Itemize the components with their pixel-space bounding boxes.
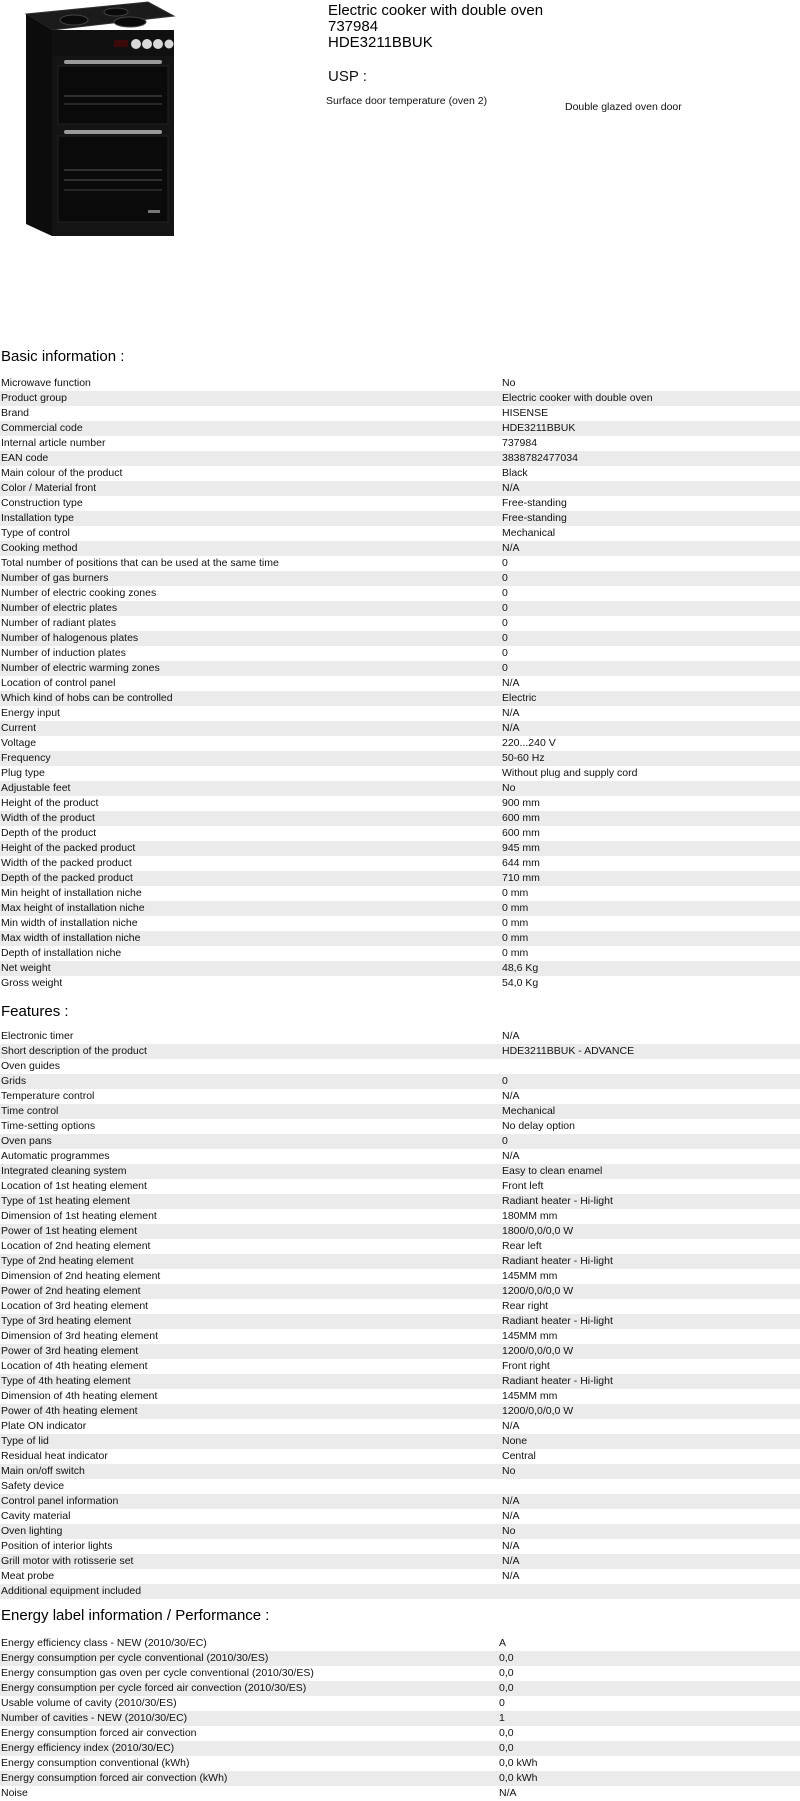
table-row bbox=[0, 556, 800, 571]
row-value: 0 mm bbox=[502, 887, 529, 899]
row-value: 0 bbox=[502, 557, 508, 569]
row-label: Microwave function bbox=[1, 377, 91, 389]
row-value: 0,0 bbox=[499, 1682, 514, 1694]
row-label: Energy consumption per cycle conventional (2010/30/ES) bbox=[1, 1652, 269, 1664]
row-value: Rear right bbox=[502, 1300, 549, 1312]
table-row bbox=[0, 931, 800, 946]
table-row bbox=[0, 1134, 800, 1149]
row-label: Grill motor with rotisserie set bbox=[1, 1555, 134, 1567]
row-label: Dimension of 2nd heating element bbox=[1, 1270, 161, 1282]
row-value: Free-standing bbox=[502, 512, 567, 524]
table-row bbox=[0, 646, 800, 661]
row-label: Adjustable feet bbox=[1, 782, 71, 794]
row-label: Frequency bbox=[1, 752, 51, 764]
table-row bbox=[0, 751, 800, 766]
row-label: Main on/off switch bbox=[1, 1465, 85, 1477]
table-row bbox=[0, 1651, 800, 1666]
table-row bbox=[0, 451, 800, 466]
table-row bbox=[0, 691, 800, 706]
row-value: Radiant heater - Hi-light bbox=[502, 1375, 613, 1387]
table-row bbox=[0, 631, 800, 646]
row-value: 1 bbox=[499, 1712, 505, 1724]
product-group-title: Electric cooker with double oven bbox=[328, 2, 544, 19]
row-value: N/A bbox=[502, 1420, 520, 1432]
row-value: Central bbox=[502, 1450, 536, 1462]
table-row bbox=[0, 901, 800, 916]
table-row bbox=[0, 1239, 800, 1254]
table-row bbox=[0, 1464, 800, 1479]
row-label: Oven pans bbox=[1, 1135, 52, 1147]
row-value: Radiant heater - Hi-light bbox=[502, 1195, 613, 1207]
row-value: N/A bbox=[502, 1510, 520, 1522]
row-value: N/A bbox=[502, 707, 520, 719]
row-value: 900 mm bbox=[502, 797, 540, 809]
row-label: Which kind of hobs can be controlled bbox=[1, 692, 173, 704]
energy-label-table bbox=[0, 1636, 800, 1801]
row-value: N/A bbox=[502, 542, 520, 554]
table-row bbox=[0, 946, 800, 961]
row-label: Energy consumption conventional (kWh) bbox=[1, 1757, 190, 1769]
features-table bbox=[0, 1029, 800, 1599]
row-label: Temperature control bbox=[1, 1090, 95, 1102]
row-label: Energy efficiency class - NEW (2010/30/EC) bbox=[1, 1637, 207, 1649]
row-value: N/A bbox=[502, 1495, 520, 1507]
row-value: N/A bbox=[502, 677, 520, 689]
table-row bbox=[0, 1756, 800, 1771]
row-value: Without plug and supply cord bbox=[502, 767, 638, 779]
row-value: 0 bbox=[502, 632, 508, 644]
row-value: N/A bbox=[502, 1090, 520, 1102]
row-value: 0,0 bbox=[499, 1667, 514, 1679]
table-row bbox=[0, 1539, 800, 1554]
row-value: 945 mm bbox=[502, 842, 540, 854]
table-row bbox=[0, 1299, 800, 1314]
row-label: Number of radiant plates bbox=[1, 617, 116, 629]
row-value: N/A bbox=[502, 482, 520, 494]
cooker-icon bbox=[18, 0, 178, 240]
row-value: 0 mm bbox=[502, 917, 529, 929]
row-label: Safety device bbox=[1, 1480, 65, 1492]
row-label: Location of 4th heating element bbox=[1, 1360, 148, 1372]
row-label: Max width of installation niche bbox=[1, 932, 141, 944]
table-row bbox=[0, 1741, 800, 1756]
table-row bbox=[0, 1389, 800, 1404]
row-label: Total number of positions that can be used at the same time bbox=[1, 557, 279, 569]
row-value: 0,0 bbox=[499, 1652, 514, 1664]
table-row bbox=[0, 1494, 800, 1509]
row-value: 1800/0,0/0,0 W bbox=[502, 1225, 574, 1237]
row-label: Power of 2nd heating element bbox=[1, 1285, 141, 1297]
row-value: 0 mm bbox=[502, 932, 529, 944]
row-label: Main colour of the product bbox=[1, 467, 123, 479]
row-value: 145MM mm bbox=[502, 1390, 558, 1402]
table-row bbox=[0, 1269, 800, 1284]
row-value: 145MM mm bbox=[502, 1330, 558, 1342]
row-label: Location of control panel bbox=[1, 677, 116, 689]
row-label: Location of 2nd heating element bbox=[1, 1240, 151, 1252]
row-label: Dimension of 4th heating element bbox=[1, 1390, 158, 1402]
row-value: 145MM mm bbox=[502, 1270, 558, 1282]
row-label: Energy consumption forced air convection (kWh) bbox=[1, 1772, 228, 1784]
row-value: 737984 bbox=[502, 437, 538, 449]
row-label: Plate ON indicator bbox=[1, 1420, 87, 1432]
row-label: Time control bbox=[1, 1105, 59, 1117]
row-label: Number of electric warming zones bbox=[1, 662, 160, 674]
row-value: None bbox=[502, 1435, 528, 1447]
row-value: 1200/0,0/0,0 W bbox=[502, 1285, 574, 1297]
row-value: Black bbox=[502, 467, 528, 479]
row-label: Number of electric cooking zones bbox=[1, 587, 157, 599]
row-value: 0,0 bbox=[499, 1727, 514, 1739]
table-row bbox=[0, 721, 800, 736]
row-label: Depth of the packed product bbox=[1, 872, 133, 884]
row-value: 1200/0,0/0,0 W bbox=[502, 1405, 574, 1417]
table-row bbox=[0, 1104, 800, 1119]
row-label: Type of 4th heating element bbox=[1, 1375, 131, 1387]
row-value: N/A bbox=[502, 1540, 520, 1552]
row-label: Number of halogenous plates bbox=[1, 632, 139, 644]
row-value: N/A bbox=[502, 1555, 520, 1567]
row-value: 0 bbox=[502, 617, 508, 629]
table-row bbox=[0, 1479, 800, 1494]
table-row bbox=[0, 1059, 800, 1074]
table-row bbox=[0, 1284, 800, 1299]
row-value: Electric bbox=[502, 692, 537, 704]
row-value: A bbox=[499, 1637, 507, 1649]
row-label: Dimension of 1st heating element bbox=[1, 1210, 157, 1222]
row-value: Front left bbox=[502, 1180, 544, 1192]
row-label: Internal article number bbox=[1, 437, 106, 449]
commercial-code: HDE3211BBUK bbox=[328, 34, 433, 51]
table-row bbox=[0, 781, 800, 796]
table-row bbox=[0, 1554, 800, 1569]
row-value: 0,0 kWh bbox=[499, 1772, 538, 1784]
table-row bbox=[0, 1374, 800, 1389]
row-label: Meat probe bbox=[1, 1570, 55, 1582]
table-row bbox=[0, 1449, 800, 1464]
row-label: Energy efficiency index (2010/30/EC) bbox=[1, 1742, 175, 1754]
row-value: Radiant heater - Hi-light bbox=[502, 1315, 613, 1327]
row-value: N/A bbox=[499, 1787, 517, 1799]
usp-item: Double glazed oven door bbox=[565, 101, 682, 113]
table-row bbox=[0, 1666, 800, 1681]
row-label: Number of electric plates bbox=[1, 602, 118, 614]
row-label: Time-setting options bbox=[1, 1120, 96, 1132]
row-value: 0,0 kWh bbox=[499, 1757, 538, 1769]
table-row bbox=[0, 1314, 800, 1329]
table-row bbox=[0, 1696, 800, 1711]
row-label: Current bbox=[1, 722, 37, 734]
row-label: Additional equipment included bbox=[1, 1585, 142, 1597]
row-label: Automatic programmes bbox=[1, 1150, 110, 1162]
row-label: Net weight bbox=[1, 962, 51, 974]
table-row bbox=[0, 1119, 800, 1134]
row-label: EAN code bbox=[1, 452, 49, 464]
table-row bbox=[0, 916, 800, 931]
row-label: Type of control bbox=[1, 527, 70, 539]
table-row bbox=[0, 1681, 800, 1696]
row-label: Number of induction plates bbox=[1, 647, 126, 659]
row-value: 0,0 bbox=[499, 1742, 514, 1754]
product-image bbox=[18, 0, 178, 240]
row-value: 0 bbox=[502, 1135, 508, 1147]
table-row bbox=[0, 841, 800, 856]
row-value: 0 bbox=[502, 1075, 508, 1087]
table-row bbox=[0, 1359, 800, 1374]
row-value: HDE3211BBUK - ADVANCE bbox=[502, 1045, 635, 1057]
row-label: Type of 1st heating element bbox=[1, 1195, 130, 1207]
row-value: 54,0 Kg bbox=[502, 977, 539, 989]
row-label: Control panel information bbox=[1, 1495, 119, 1507]
row-label: Energy consumption gas oven per cycle conventional (2010/30/ES) bbox=[1, 1667, 314, 1679]
product-header bbox=[328, 3, 543, 51]
row-label: Color / Material front bbox=[1, 482, 97, 494]
article-number: 737984 bbox=[328, 18, 379, 35]
row-value: 600 mm bbox=[502, 827, 540, 839]
row-label: Construction type bbox=[1, 497, 83, 509]
row-value: No bbox=[502, 377, 516, 389]
row-value: 220...240 V bbox=[502, 737, 556, 749]
table-row bbox=[0, 1434, 800, 1449]
table-row bbox=[0, 391, 800, 406]
table-row bbox=[0, 1074, 800, 1089]
row-value: N/A bbox=[502, 722, 520, 734]
table-row bbox=[0, 406, 800, 421]
table-row bbox=[0, 376, 800, 391]
row-label: Type of 2nd heating element bbox=[1, 1255, 134, 1267]
row-label: Energy consumption forced air convection bbox=[1, 1727, 197, 1739]
row-value: HDE3211BBUK bbox=[502, 422, 576, 434]
row-label: Product group bbox=[1, 392, 67, 404]
table-row bbox=[0, 511, 800, 526]
row-value: Electric cooker with double oven bbox=[502, 392, 653, 404]
row-label: Width of the product bbox=[1, 812, 95, 824]
table-row bbox=[0, 766, 800, 781]
row-value: 48,6 Kg bbox=[502, 962, 539, 974]
row-value: N/A bbox=[502, 1150, 520, 1162]
table-row bbox=[0, 1726, 800, 1741]
row-value: No bbox=[502, 1465, 516, 1477]
table-row bbox=[0, 1329, 800, 1344]
row-label: Usable volume of cavity (2010/30/ES) bbox=[1, 1697, 177, 1709]
table-row bbox=[0, 1584, 800, 1599]
row-label: Oven guides bbox=[1, 1060, 60, 1072]
table-row bbox=[0, 1404, 800, 1419]
row-label: Gross weight bbox=[1, 977, 63, 989]
usp-item: Surface door temperature (oven 2) bbox=[326, 95, 488, 107]
row-value: 180MM mm bbox=[502, 1210, 558, 1222]
table-row bbox=[0, 1524, 800, 1539]
row-label: Power of 1st heating element bbox=[1, 1225, 137, 1237]
row-value: 0 bbox=[499, 1697, 505, 1709]
row-label: Power of 3rd heating element bbox=[1, 1345, 139, 1357]
row-label: Number of cavities - NEW (2010/30/EC) bbox=[1, 1712, 188, 1724]
row-label: Energy input bbox=[1, 707, 60, 719]
row-label: Commercial code bbox=[1, 422, 83, 434]
row-value: 0 bbox=[502, 647, 508, 659]
table-row bbox=[0, 1344, 800, 1359]
table-row bbox=[0, 481, 800, 496]
row-value: 600 mm bbox=[502, 812, 540, 824]
row-value: 3838782477034 bbox=[502, 452, 578, 464]
table-row bbox=[0, 811, 800, 826]
table-row bbox=[0, 1164, 800, 1179]
row-value: N/A bbox=[502, 1030, 520, 1042]
table-row bbox=[0, 976, 800, 991]
table-row bbox=[0, 1786, 800, 1801]
row-label: Plug type bbox=[1, 767, 45, 779]
table-row bbox=[0, 616, 800, 631]
row-label: Type of 3rd heating element bbox=[1, 1315, 132, 1327]
row-label: Grids bbox=[1, 1075, 27, 1087]
table-row bbox=[0, 436, 800, 451]
row-label: Min width of installation niche bbox=[1, 917, 138, 929]
table-row bbox=[0, 826, 800, 841]
row-value: 0 mm bbox=[502, 947, 529, 959]
section-title-basic-information: Basic information : bbox=[1, 348, 125, 365]
row-label: Location of 3rd heating element bbox=[1, 1300, 149, 1312]
row-label: Installation type bbox=[1, 512, 74, 524]
row-value: No bbox=[502, 782, 516, 794]
table-row bbox=[0, 1771, 800, 1786]
row-label: Oven lighting bbox=[1, 1525, 63, 1537]
row-label: Dimension of 3rd heating element bbox=[1, 1330, 159, 1342]
row-value: Easy to clean enamel bbox=[502, 1165, 603, 1177]
row-label: Cooking method bbox=[1, 542, 78, 554]
row-value: Rear left bbox=[502, 1240, 542, 1252]
row-label: Position of interior lights bbox=[1, 1540, 113, 1552]
table-row bbox=[0, 466, 800, 481]
table-row bbox=[0, 796, 800, 811]
row-label: Residual heat indicator bbox=[1, 1450, 108, 1462]
row-value: Mechanical bbox=[502, 1105, 556, 1117]
table-row bbox=[0, 571, 800, 586]
row-label: Depth of installation niche bbox=[1, 947, 122, 959]
row-label: Max height of installation niche bbox=[1, 902, 145, 914]
table-row bbox=[0, 1636, 800, 1651]
table-row bbox=[0, 601, 800, 616]
row-value: 1200/0,0/0,0 W bbox=[502, 1345, 574, 1357]
row-label: Height of the product bbox=[1, 797, 99, 809]
table-row bbox=[0, 1711, 800, 1726]
table-row bbox=[0, 1569, 800, 1584]
table-row bbox=[0, 1149, 800, 1164]
table-row bbox=[0, 706, 800, 721]
row-label: Number of gas burners bbox=[1, 572, 109, 584]
row-label: Cavity material bbox=[1, 1510, 71, 1522]
row-label: Height of the packed product bbox=[1, 842, 136, 854]
row-value: HISENSE bbox=[502, 407, 549, 419]
row-label: Type of lid bbox=[1, 1435, 49, 1447]
table-row bbox=[0, 541, 800, 556]
table-row bbox=[0, 421, 800, 436]
section-title-energy-label: Energy label information / Performance : bbox=[1, 1607, 270, 1624]
table-row bbox=[0, 1224, 800, 1239]
table-row bbox=[0, 1509, 800, 1524]
table-row bbox=[0, 736, 800, 751]
table-row bbox=[0, 676, 800, 691]
row-label: Integrated cleaning system bbox=[1, 1165, 127, 1177]
table-row bbox=[0, 1029, 800, 1044]
row-value: 0 bbox=[502, 602, 508, 614]
row-label: Min height of installation niche bbox=[1, 887, 142, 899]
row-label: Brand bbox=[1, 407, 30, 419]
table-row bbox=[0, 1194, 800, 1209]
table-row bbox=[0, 1179, 800, 1194]
row-value: 0 bbox=[502, 572, 508, 584]
row-label: Electronic timer bbox=[1, 1030, 74, 1042]
row-value: 710 mm bbox=[502, 872, 540, 884]
table-row bbox=[0, 586, 800, 601]
table-row bbox=[0, 1044, 800, 1059]
row-label: Energy consumption per cycle forced air convection (2010/30/ES) bbox=[1, 1682, 307, 1694]
table-row bbox=[0, 1254, 800, 1269]
row-label: Width of the packed product bbox=[1, 857, 132, 869]
table-row bbox=[0, 886, 800, 901]
section-title-features: Features : bbox=[1, 1003, 69, 1020]
table-row bbox=[0, 961, 800, 976]
row-value: Free-standing bbox=[502, 497, 567, 509]
table-row bbox=[0, 1209, 800, 1224]
row-value: Front right bbox=[502, 1360, 550, 1372]
row-label: Voltage bbox=[1, 737, 37, 749]
table-row bbox=[0, 526, 800, 541]
row-value: 0 mm bbox=[502, 902, 529, 914]
row-value: 0 bbox=[502, 587, 508, 599]
table-row bbox=[0, 871, 800, 886]
row-label: Location of 1st heating element bbox=[1, 1180, 147, 1192]
row-value: 50-60 Hz bbox=[502, 752, 545, 764]
usp-label: USP : bbox=[328, 68, 367, 85]
table-row bbox=[0, 856, 800, 871]
row-label: Power of 4th heating element bbox=[1, 1405, 138, 1417]
row-value: Mechanical bbox=[502, 527, 556, 539]
row-value: 644 mm bbox=[502, 857, 540, 869]
row-label: Noise bbox=[1, 1787, 28, 1799]
row-value: Radiant heater - Hi-light bbox=[502, 1255, 613, 1267]
row-value: 0 bbox=[502, 662, 508, 674]
row-label: Depth of the product bbox=[1, 827, 97, 839]
table-row bbox=[0, 661, 800, 676]
basic-information-table bbox=[0, 376, 800, 991]
table-row bbox=[0, 1419, 800, 1434]
row-value: N/A bbox=[502, 1570, 520, 1582]
table-row bbox=[0, 496, 800, 511]
row-value: No delay option bbox=[502, 1120, 575, 1132]
row-value: No bbox=[502, 1525, 516, 1537]
row-label: Short description of the product bbox=[1, 1045, 147, 1057]
table-row bbox=[0, 1089, 800, 1104]
